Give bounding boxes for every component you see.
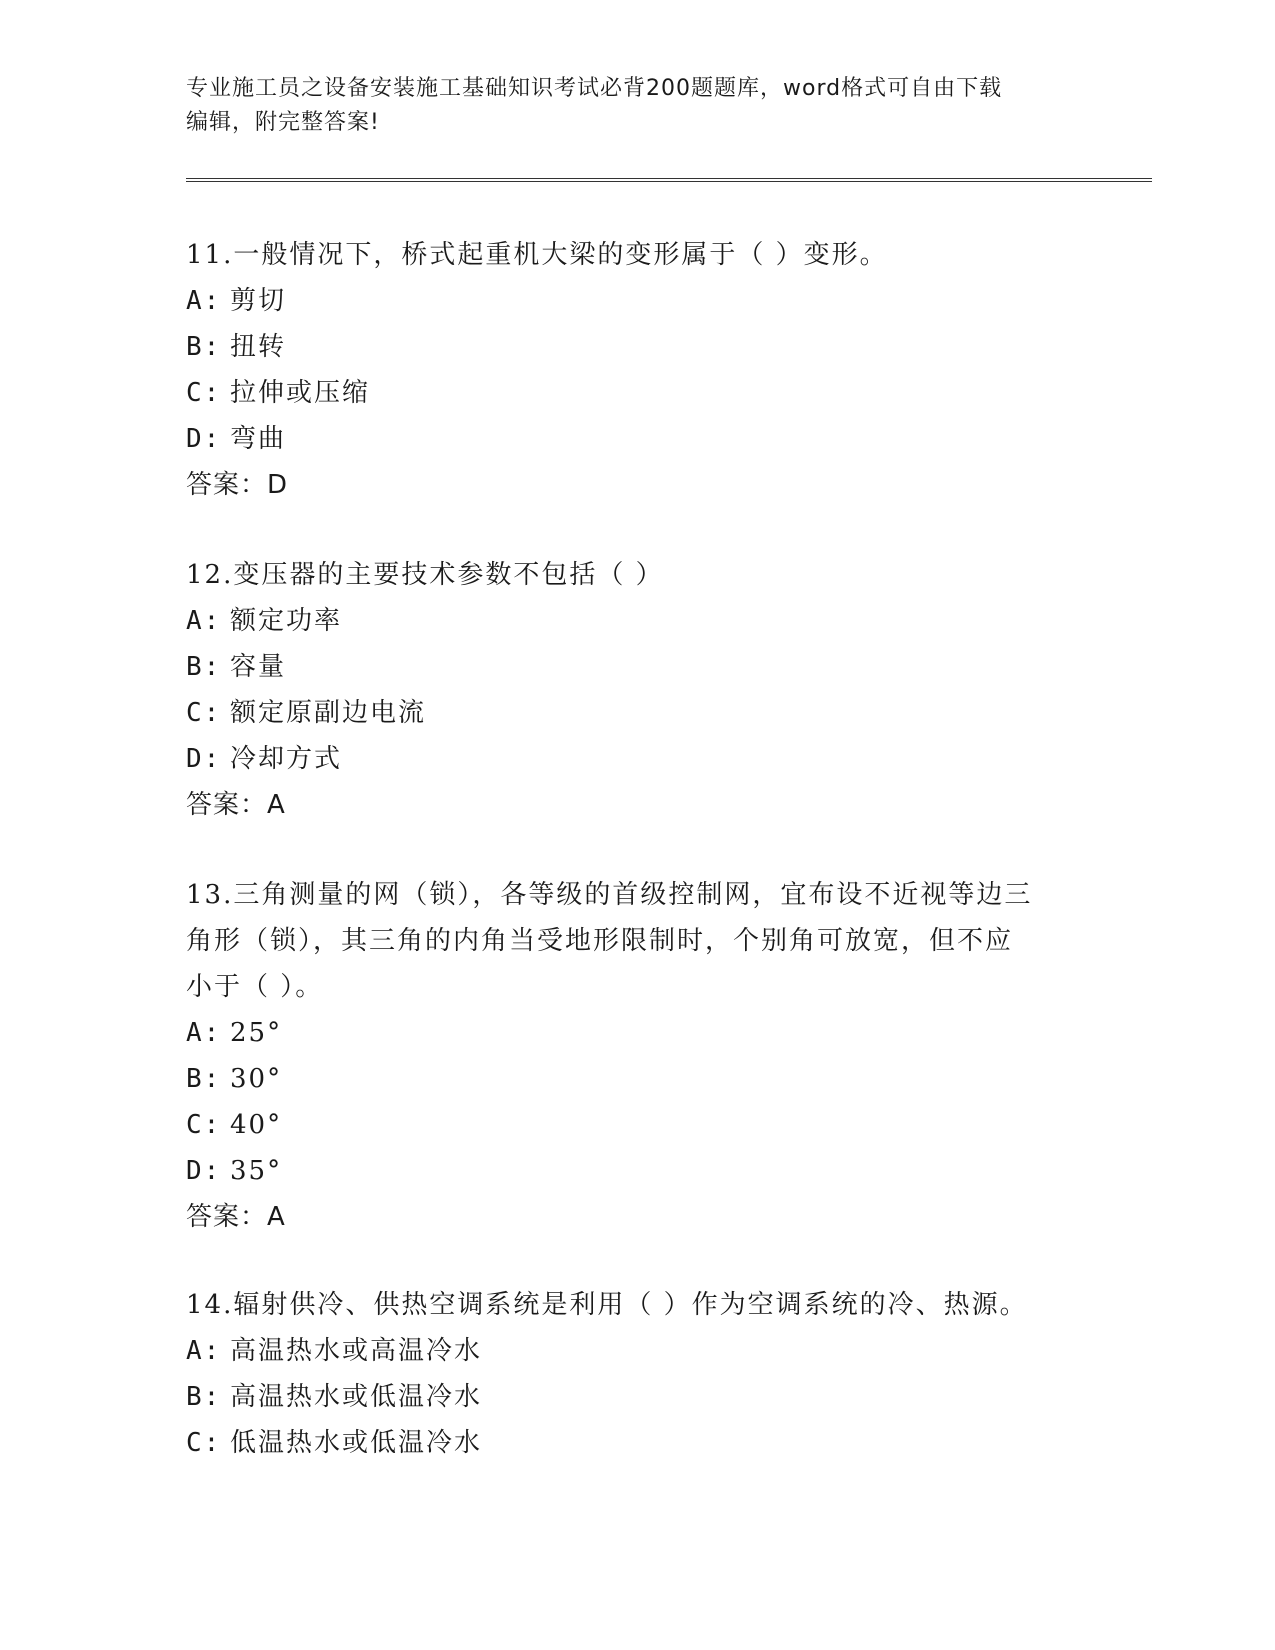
option-letter: D: [186, 424, 222, 454]
option-text: 25° [230, 1018, 283, 1048]
option-letter: C: [186, 378, 222, 408]
option-letter: A: [186, 286, 222, 316]
option-a [186, 1328, 1086, 1374]
option-d [186, 416, 1086, 462]
option-a [186, 278, 1086, 324]
option-text: 额定原副边电流 [230, 698, 427, 728]
header-title-line-2: 编辑，附完整答案! [186, 110, 380, 135]
option-letter: B: [186, 332, 222, 362]
option-c [186, 1102, 1086, 1148]
option-letter: D: [186, 1156, 222, 1186]
option-b [186, 1374, 1086, 1420]
header-title-line-1: 专业施工员之设备安装施工基础知识考试必背200题题库，word格式可自由下载 [186, 76, 1003, 101]
option-letter: C: [186, 1428, 222, 1458]
option-text: 拉伸或压缩 [230, 378, 371, 408]
option-b [186, 324, 1086, 370]
option-text: 冷却方式 [230, 744, 343, 774]
question-12 [186, 552, 1086, 828]
option-d [186, 1148, 1086, 1194]
option-letter: C: [186, 1110, 222, 1140]
question-stem: 14.辐射供冷、供热空调系统是利用（ ）作为空调系统的冷、热源。 [186, 1290, 1028, 1320]
option-a [186, 1010, 1086, 1056]
answer-line: 答案：A [186, 1202, 286, 1232]
option-text: 40° [230, 1110, 283, 1140]
option-text: 高温热水或低温冷水 [230, 1382, 483, 1412]
option-text: 30° [230, 1064, 283, 1094]
option-text: 高温热水或高温冷水 [230, 1336, 483, 1366]
option-b [186, 1056, 1086, 1102]
option-letter: B: [186, 1382, 222, 1412]
option-text: 容量 [230, 652, 287, 682]
option-d [186, 736, 1086, 782]
question-stem-line-1: 13.三角测量的网（锁），各等级的首级控制网，宜布设不近视等边三 [186, 880, 1033, 910]
header-divider [186, 178, 1152, 182]
question-stem-line-2: 角形（锁），其三角的内角当受地形限制时，个别角可放宽，但不应 [186, 926, 1014, 956]
option-letter: A: [186, 1336, 222, 1366]
option-letter: A: [186, 1018, 222, 1048]
option-letter: D: [186, 744, 222, 774]
question-stem: 12.变压器的主要技术参数不包括（ ） [186, 560, 664, 590]
option-c [186, 690, 1086, 736]
option-letter: B: [186, 652, 222, 682]
question-stem-line-3: 小于（ ）。 [186, 972, 324, 1002]
option-letter: B: [186, 1064, 222, 1094]
option-text: 35° [230, 1156, 283, 1186]
option-c [186, 370, 1086, 416]
option-a [186, 598, 1086, 644]
option-text: 扭转 [230, 332, 287, 362]
question-11 [186, 232, 1086, 508]
document-header [186, 72, 1066, 140]
question-13 [186, 872, 1086, 1240]
question-stem: 11.一般情况下，桥式起重机大梁的变形属于（ ）变形。 [186, 240, 888, 270]
option-letter: A: [186, 606, 222, 636]
answer-line: 答案：A [186, 790, 286, 820]
answer-line: 答案：D [186, 470, 289, 500]
option-text: 低温热水或低温冷水 [230, 1428, 483, 1458]
option-c [186, 1420, 1086, 1466]
question-14 [186, 1282, 1086, 1466]
option-letter: C: [186, 698, 222, 728]
option-text: 额定功率 [230, 606, 343, 636]
option-b [186, 644, 1086, 690]
option-text: 弯曲 [230, 424, 287, 454]
option-text: 剪切 [230, 286, 287, 316]
